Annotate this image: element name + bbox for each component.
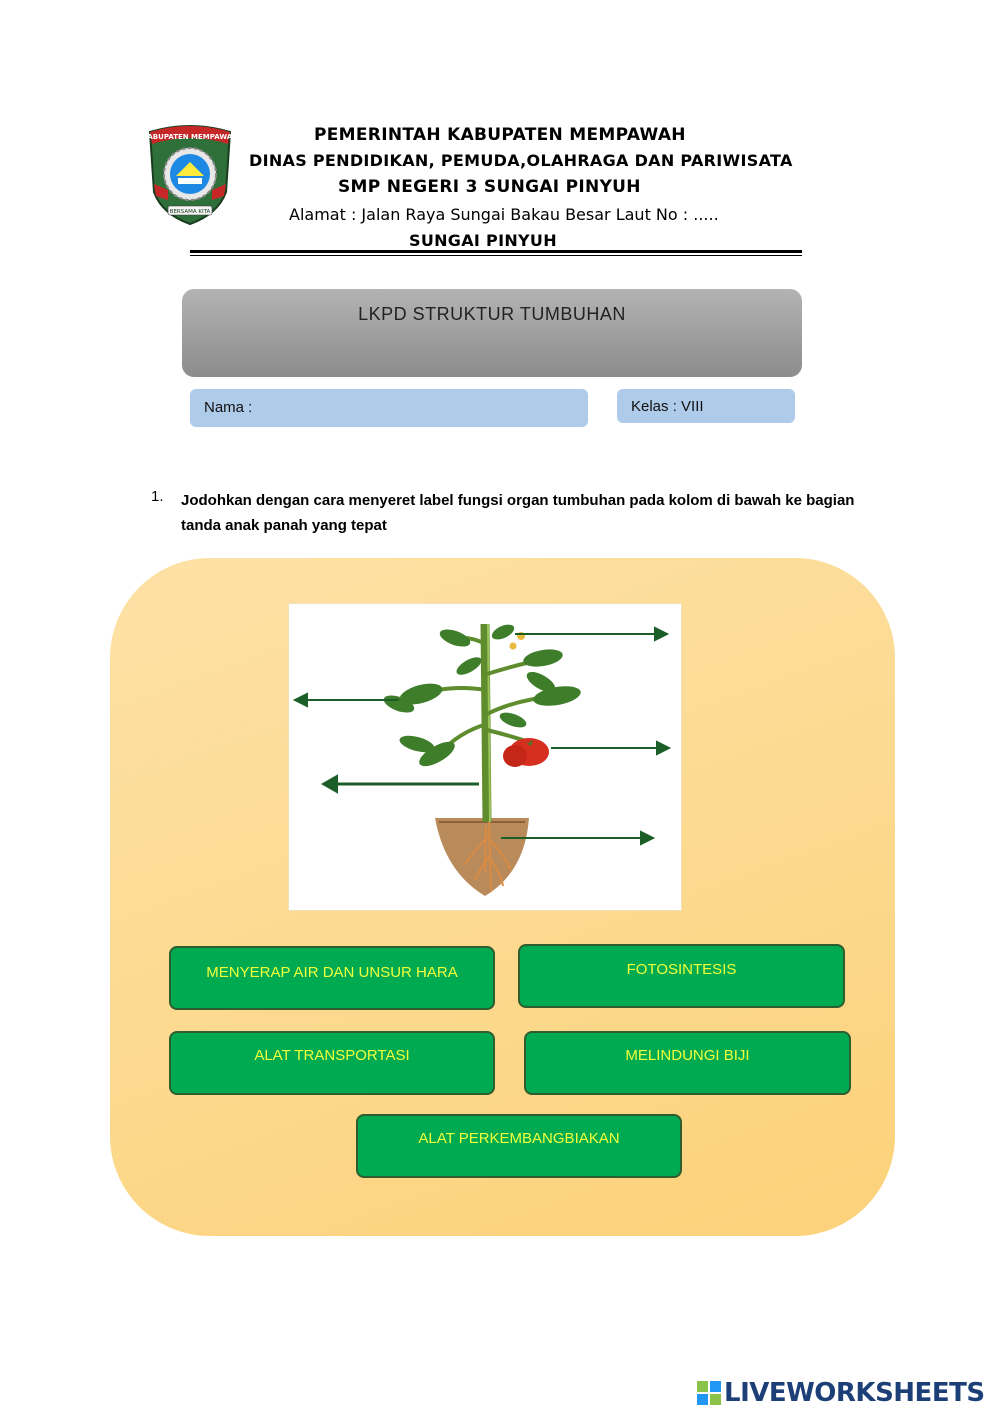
question-number: 1. <box>151 488 164 505</box>
liveworksheets-logo-icon <box>697 1381 721 1405</box>
label-alat-transportasi[interactable]: ALAT TRANSPORTASI <box>169 1031 495 1095</box>
letterhead-department: DINAS PENDIDIKAN, PEMUDA,OLAHRAGA DAN PARIWISATA <box>249 151 793 170</box>
student-name-label: Nama : <box>204 399 253 416</box>
class-label: Kelas : VIII <box>631 398 704 415</box>
logo-text: KABUPATEN MEMPAWAH <box>146 133 234 141</box>
logo-motto: BERSAMA KITA <box>169 209 211 215</box>
letterhead-school: SMP NEGERI 3 SUNGAI PINYUH <box>338 177 641 197</box>
letterhead-city: SUNGAI PINYUH <box>409 231 557 250</box>
question-instruction: Jodohkan dengan cara menyeret label fungsi organ tumbuhan pada kolom di bawah ke bagian tanda anak panah yang tepat <box>181 492 855 534</box>
student-name-field[interactable] <box>190 389 588 427</box>
letterhead-address: Alamat : Jalan Raya Sungai Bakau Besar Laut No : ..... <box>289 205 719 224</box>
watermark-text: LIVEWORKSHEETS <box>724 1378 985 1408</box>
label-melindungi-biji[interactable]: MELINDUNGI BIJI <box>524 1031 851 1095</box>
label-menyerap-air[interactable]: MENYERAP AIR DAN UNSUR HARA <box>169 946 495 1010</box>
letterhead-rule-thin <box>190 255 802 256</box>
label-alat-perkembangbiakan[interactable]: ALAT PERKEMBANGBIAKAN <box>356 1114 682 1178</box>
tomato-fruit <box>503 738 549 767</box>
label-fotosintesis[interactable]: FOTOSINTESIS <box>518 944 845 1008</box>
worksheet-title-banner <box>182 289 802 377</box>
class-field[interactable] <box>617 389 795 423</box>
regency-logo <box>146 122 234 226</box>
tomato-plant-diagram <box>288 603 682 911</box>
letterhead-government: PEMERINTAH KABUPATEN MEMPAWAH <box>314 125 686 145</box>
worksheet-title: LKPD STRUKTUR TUMBUHAN <box>358 304 626 324</box>
letterhead-rule-thick <box>190 250 802 253</box>
soil <box>435 818 529 896</box>
